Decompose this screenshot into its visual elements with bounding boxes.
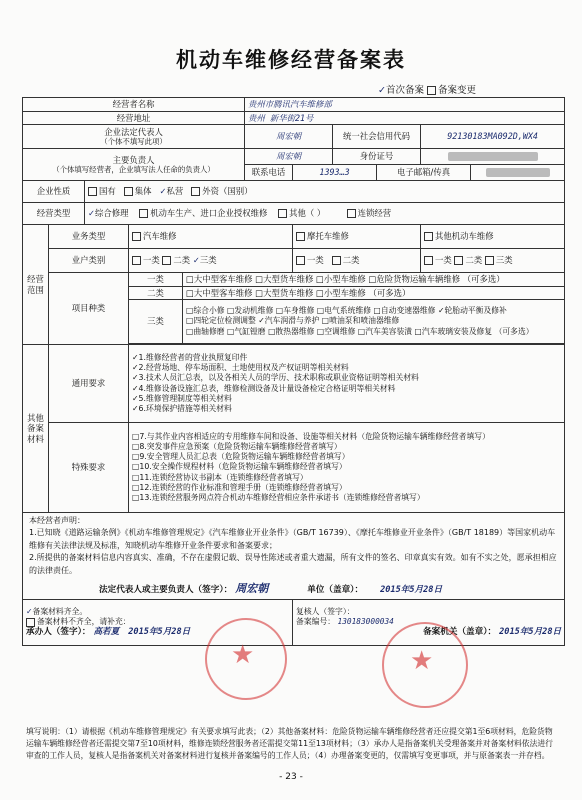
operator-name-label: 经营者名称 (23, 98, 245, 112)
declaration-p2: 2.所提供的备案材料信息内容真实、准确，不存在虚假记载、误导性陈述或者重大遗漏，所有文件的签名、印章真实有效。如有不实之处，愿承担相应的法律责任。 (29, 553, 557, 575)
redacted-email (486, 168, 550, 177)
legal-rep-label-cell (23, 125, 245, 149)
reviewer-label: 复核人（签字）： (296, 607, 355, 617)
credit-code-label: 统一社会信用代码 (333, 125, 421, 149)
leader-label: 主要负责人 (112, 154, 155, 165)
class3-line: □四轮定位检测调整 ✓汽车润滑与养护 □喷油泵和喷油器维修 (186, 316, 400, 326)
materials-label: 其他备案材料 (23, 345, 49, 513)
leader-label-cell (23, 149, 245, 181)
special-req-item: □8.突发事件应急预案（危险货物运输车辆维修经营者填写） (132, 442, 342, 452)
declaration-seal-label: 单位（盖章）： (307, 584, 364, 595)
general-req-item: ✓3.技术人员汇总表，以及各相关人员的学历、技术职称或职业资格证明等相关材料 (132, 373, 419, 383)
legal-rep-label: 企业法定代表人 (104, 126, 163, 137)
special-req-item: □7.与其作业内容相适应的专用维修车间和设备、设施等相关材料（危险货物运输车辆维修经营者填写） (132, 432, 490, 442)
declaration-p1: 1.已知晓《道路运输条例》《机动车维修管理规定》《汽车维修业开业条件》（GB/T 16739）、《摩托车维修业开业条件》（GB/T 18189）等国家机动车维修有关法律法规及标准，知晓机动车维修开业条件要求和备案要求； (29, 528, 556, 550)
id-number-value (421, 149, 565, 165)
declaration-date: 2015年5月28日 (380, 584, 443, 595)
first-filing-check: ✓ (378, 85, 386, 96)
email-value (471, 165, 565, 181)
materials-complete: ✓备案材料齐全。 (26, 607, 88, 617)
nature-option-state: 国有 (99, 186, 116, 197)
receiver-signature: 高若夏 (93, 627, 120, 638)
filing-no-label: 备案编号： (296, 617, 336, 627)
class2-text: □大中型客车维修 □大型货车维修 □小型车维修 （可多选） (183, 286, 565, 300)
industry-label: 业户类别 (49, 249, 129, 273)
special-req-label: 特殊要求 (49, 423, 129, 513)
operator-address-value: 贵州 新华街21号 (245, 111, 565, 125)
biz-category-moto: 摩托车维修 (293, 225, 421, 249)
nature-options (85, 181, 565, 203)
page-number: - 23 - (279, 772, 303, 782)
form-title: 机动车维修经营备案表 (176, 47, 406, 72)
filing-type (378, 82, 476, 96)
class3-label: 三类 (129, 300, 183, 344)
biz-category-car: 汽车维修 (129, 225, 293, 249)
company-seal-star: ★ (231, 640, 255, 670)
credit-code-value: 92130183MA092D,WX4 (421, 125, 565, 149)
declaration-box (23, 513, 565, 600)
general-req-item: ✓5.维修管理制度等相关材料 (132, 393, 232, 403)
phone-value: 1393…3 (293, 165, 377, 181)
agency-date: 2015年5月28日 (499, 627, 562, 638)
general-req-label: 通用要求 (49, 345, 129, 423)
receiver-label: 承办人（签字）： (26, 627, 91, 638)
biz-type-option-authorized: 机动车生产、进口企业授权维修 (150, 208, 268, 219)
general-req-item: ✓2.经营场地、停车场面积、土地使用权及产权证明等相关材料 (132, 363, 349, 373)
declaration-sign-line (29, 580, 558, 597)
nature-label: 企业性质 (23, 181, 85, 203)
declaration-sign-label: 法定代表人或主要负责人（签字）： (99, 584, 233, 595)
agency-label: 备案机关（盖章）： (423, 627, 497, 638)
special-req-item: □13.连锁经营服务网点符合机动车维修经营相应条件承诺书（连锁维修经营者填写） (132, 492, 425, 502)
nature-option-private: 私营 (166, 186, 184, 197)
biz-type-options (85, 203, 565, 225)
industry-other: 一类 二类 三类 (421, 249, 565, 273)
project-label: 项目种类 (49, 273, 129, 345)
biz-type-option-other: 其他（ ） (289, 208, 326, 219)
general-req-item: ✓6.环境保护措施等相关材料 (132, 403, 232, 413)
class3-line: □综合小修 □发动机维修 □车身维修 □电气系统维修 □自动变速器维修 ✓轮胎动平衡及修补 (186, 306, 507, 316)
form-notes: 填写说明：（1）请根据《机动车维修管理规定》有关要求填写此表；（2）其他备案材料：危险货物运输车辆维修经营者还应提交第1至6项材料，危险货物运输车辆维修经营者还需提交第7至10项材料，维修连锁经营服务者还需提交第11至13项材料；（3）承办人是指备案机关受理备案并对备案材料依法进行审查的工作人员，复核人是指备案机关对备案材料进行复核并备案编号的工作人员；（4）办理备案变更的，仅需填写变更事项，并与原备案表一并存档。 (26, 727, 553, 761)
general-req-list (129, 345, 565, 423)
declaration-heading: 本经营者声明： (29, 516, 85, 525)
biz-type-option-chain: 连锁经营 (357, 208, 392, 219)
special-req-item: □11.连锁经营协议书副本（连锁维修经营者填写） (132, 472, 308, 482)
materials-incomplete: 备案材料不齐全，请补充： (26, 617, 289, 627)
special-req-item: □12.连锁经营的作业标准和管理手册（连锁维修经营者填写） (132, 482, 347, 492)
industry-moto: 一类 二类 (293, 249, 421, 273)
email-label: 电子邮箱/传真 (377, 165, 471, 181)
industry-car: 一类 二类 ✓三类 (129, 249, 293, 273)
class1-text: □大中型客车维修 □大型货车维修 □小型车维修 □危险货物运输车辆维修 （可多选） (183, 273, 565, 287)
class1-label: 一类 (129, 273, 183, 287)
biz-category-label: 业务类型 (49, 225, 129, 249)
first-filing-label: 首次备案 (385, 85, 424, 96)
leader-value: 周宏朝 (245, 149, 333, 165)
scope-label: 经营范围 (23, 225, 49, 345)
operator-address-label: 经营地址 (23, 111, 245, 125)
phone-label: 联系电话 (245, 165, 293, 181)
receiver-date: 2015年5月28日 (128, 627, 191, 638)
agency-seal-star: ★ (410, 646, 434, 676)
general-req-item: ✓1.维修经营者的营业执照复印件 (132, 353, 248, 363)
operator-name-value: 贵州市腾讯汽车维修部 (245, 98, 565, 112)
special-req-item: □9.安全管理人员汇总表（危险货物运输车辆维修经营者填写） (132, 452, 350, 462)
redacted-id (448, 152, 538, 161)
biz-type-label: 经营类型 (23, 203, 85, 225)
special-req-list (129, 423, 565, 513)
change-filing-label: 备案变更 (438, 85, 477, 96)
biz-category-other: 其他机动车维修 (421, 225, 565, 249)
change-filing-checkbox (427, 86, 436, 95)
class3-line: □曲轴修磨 □气缸镗磨 □散热器维修 □空调维修 □汽车美容装潢 □汽车玻璃安装及修复 （可多选） (186, 326, 534, 336)
biz-type-check-general: ✓ (88, 208, 96, 219)
nature-check-private: ✓ (159, 186, 167, 197)
nature-option-foreign: 外资（国别） (202, 186, 253, 197)
class2-label: 二类 (129, 286, 183, 300)
nature-option-collective: 集体 (134, 186, 152, 197)
filing-table (22, 97, 565, 646)
general-req-item: ✓4.维修设备设施汇总表，维修检测设备及计量设备检定合格证明等相关材料 (132, 383, 396, 393)
class3-text (183, 300, 565, 344)
declaration-signature: 周宏朝 (235, 581, 269, 595)
legal-rep-sub: （个体不填写此项） (100, 137, 167, 147)
legal-rep-value: 周宏朝 (245, 125, 333, 149)
leader-sub: （个体填写经营者，企业填写法人任命的负责人） (52, 165, 215, 175)
special-req-item: □10.安全操作规程材料（危险货物运输车辆维修经营者填写） (132, 462, 347, 472)
filing-no-value: 130183000034 (337, 617, 394, 627)
id-number-label: 身份证号 (333, 149, 421, 165)
biz-type-option-general: 综合修理 (95, 208, 129, 219)
